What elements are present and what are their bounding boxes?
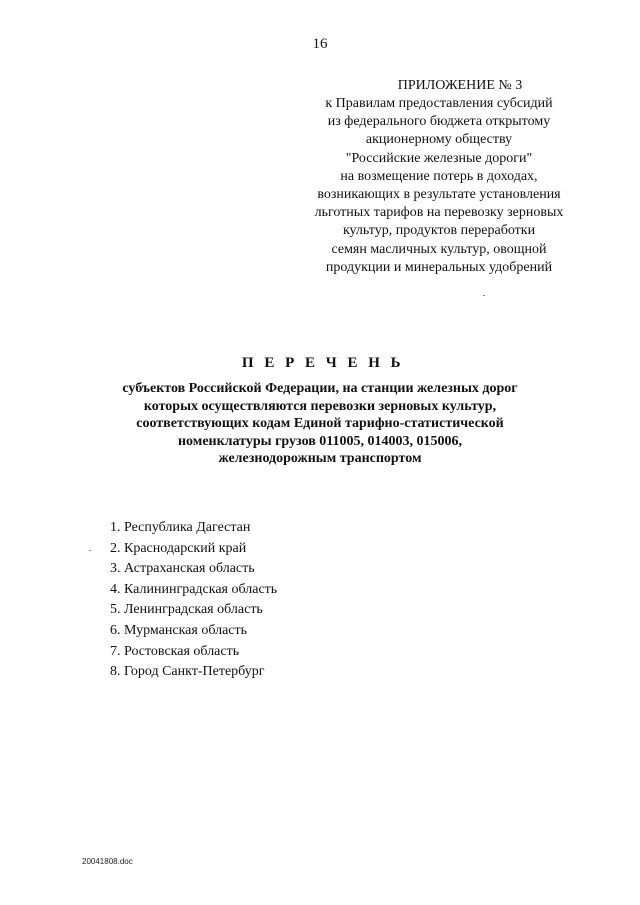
appendix-line: продукции и минеральных удобрений bbox=[325, 259, 553, 275]
list-heading: П Е Р Е Ч Е Н Ь bbox=[241, 355, 405, 371]
appendix-line: льготных тарифов на перевозку зерновых bbox=[314, 205, 564, 221]
list-item: 3. Астраханская область bbox=[110, 561, 255, 577]
appendix-line: "Российские железные дороги" bbox=[345, 150, 533, 166]
appendix-line: семян масличных культур, овощной bbox=[331, 241, 547, 257]
appendix-line: на возмещение потерь в доходах, bbox=[340, 168, 538, 184]
list-subtitle-line: железнодорожным транспортом bbox=[218, 451, 422, 466]
appendix-line: акционерному обществу bbox=[365, 132, 513, 148]
footer-file-code: 20041808.doc bbox=[82, 857, 133, 866]
appendix-line: к Правилам предоставления субсидий bbox=[325, 96, 553, 111]
appendix-line: возникающих в результате установления bbox=[317, 187, 561, 203]
list-subtitle-line: субъектов Российской Федерации, на станции железных дорог bbox=[122, 381, 518, 396]
scan-speck bbox=[89, 550, 91, 551]
list-item: 7. Ростовская область bbox=[110, 643, 240, 659]
scan-speck bbox=[483, 295, 485, 296]
list-item: 2. Краснодарский край bbox=[110, 540, 247, 556]
appendix-line: из федерального бюджета открытому bbox=[327, 114, 551, 130]
list-item: 8. Город Санкт-Петербург bbox=[110, 664, 265, 680]
list-subtitle-line: которых осуществляются перевозки зерновых культур, bbox=[143, 398, 497, 414]
list-subtitle-line: соответствующих кодам Единой тарифно-статистической bbox=[136, 416, 504, 431]
list-item: 1. Республика Дагестан bbox=[110, 520, 251, 535]
list-item: 6. Мурманская область bbox=[110, 622, 248, 638]
appendix-title: ПРИЛОЖЕНИЕ № 3 bbox=[397, 78, 523, 93]
region-list bbox=[110, 518, 277, 683]
page-number: 16 bbox=[312, 36, 328, 52]
list-item: 4. Калининградская область bbox=[110, 581, 278, 597]
list-subtitle-line: номенклатуры грузов 011005, 014003, 015006, bbox=[177, 433, 463, 449]
list-item: 5. Ленинградская область bbox=[110, 602, 263, 618]
appendix-line: культур, продуктов переработки bbox=[342, 223, 536, 239]
appendix-header bbox=[300, 77, 578, 277]
list-subtitle bbox=[0, 380, 640, 468]
